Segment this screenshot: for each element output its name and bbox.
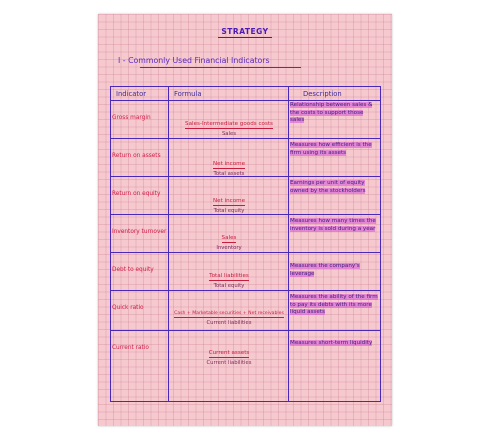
- row-description: [290, 263, 379, 278]
- page-title: STRATEGY: [221, 27, 269, 36]
- row-formula: [171, 299, 287, 326]
- row-indicator: Return on equity: [112, 191, 161, 197]
- highlighted-text: Earnings per unit of equity owned by the stockholders: [290, 180, 366, 194]
- formula-denominator: Sales: [221, 131, 237, 137]
- row-formula: [171, 187, 287, 214]
- highlighted-text: Measures the ability of the firm to pay its debts with its more liquid assets: [290, 294, 378, 316]
- highlighted-text: Measures how efficient is the firm using its assets: [290, 142, 372, 156]
- formula-denominator: Current liabilities: [206, 360, 252, 366]
- row-formula: [171, 224, 287, 251]
- row-description: [290, 180, 379, 195]
- formula-numerator: Sales-Intermediate goods costs: [185, 121, 273, 127]
- row-divider: [110, 138, 381, 139]
- subtitle-underline: [140, 67, 301, 68]
- row-indicator: Current ratio: [112, 345, 149, 351]
- column-divider-1: [168, 86, 169, 402]
- formula-denominator: Total equity: [213, 208, 245, 214]
- row-formula: [171, 110, 287, 137]
- row-indicator: Inventory turnover: [112, 229, 167, 235]
- header-indicator: Indicator: [116, 90, 147, 98]
- formula-numerator: Cash + Marketable securities + Net receivables: [174, 311, 284, 316]
- formula-denominator: Current liabilities: [206, 320, 252, 326]
- formula-numerator: Sales: [221, 235, 237, 241]
- formula-numerator: Total liabilities: [209, 273, 249, 279]
- row-indicator: Quick ratio: [112, 305, 144, 311]
- highlighted-text: Measures how many times the inventory is sold during a year: [290, 218, 376, 232]
- row-description: [290, 340, 379, 348]
- row-description: [290, 142, 379, 157]
- note-paper: [98, 14, 392, 426]
- row-description: [290, 218, 379, 233]
- row-formula: [171, 262, 287, 289]
- column-divider-2: [288, 86, 289, 402]
- row-divider: [110, 214, 381, 215]
- formula-numerator: Current assets: [208, 350, 250, 356]
- row-description: [290, 102, 379, 125]
- row-indicator: Debt to equity: [112, 267, 154, 273]
- highlighted-text: Measures short-term liquidity: [290, 340, 373, 346]
- row-formula: [171, 150, 287, 177]
- row-indicator: Return on assets: [112, 153, 161, 159]
- formula-denominator: Total equity: [213, 283, 245, 289]
- row-description: [290, 294, 379, 317]
- row-divider: [110, 330, 381, 331]
- title-underline: [218, 37, 272, 38]
- highlighted-text: Measures the company's leverage: [290, 263, 360, 277]
- row-divider: [110, 290, 381, 291]
- header-formula: Formula: [174, 90, 202, 98]
- row-formula: [171, 339, 287, 366]
- formula-denominator: Inventory: [216, 245, 242, 251]
- highlighted-text: Relationship between sales & the costs to support those sales: [290, 102, 373, 124]
- row-divider: [110, 252, 381, 253]
- row-indicator: Gross margin: [112, 115, 151, 121]
- formula-denominator: Total assets: [213, 171, 245, 177]
- formula-numerator: Net income: [212, 161, 246, 167]
- section-subtitle: I - Commonly Used Financial Indicators: [118, 56, 270, 65]
- header-description: Description: [303, 90, 342, 98]
- formula-numerator: Net income: [212, 198, 246, 204]
